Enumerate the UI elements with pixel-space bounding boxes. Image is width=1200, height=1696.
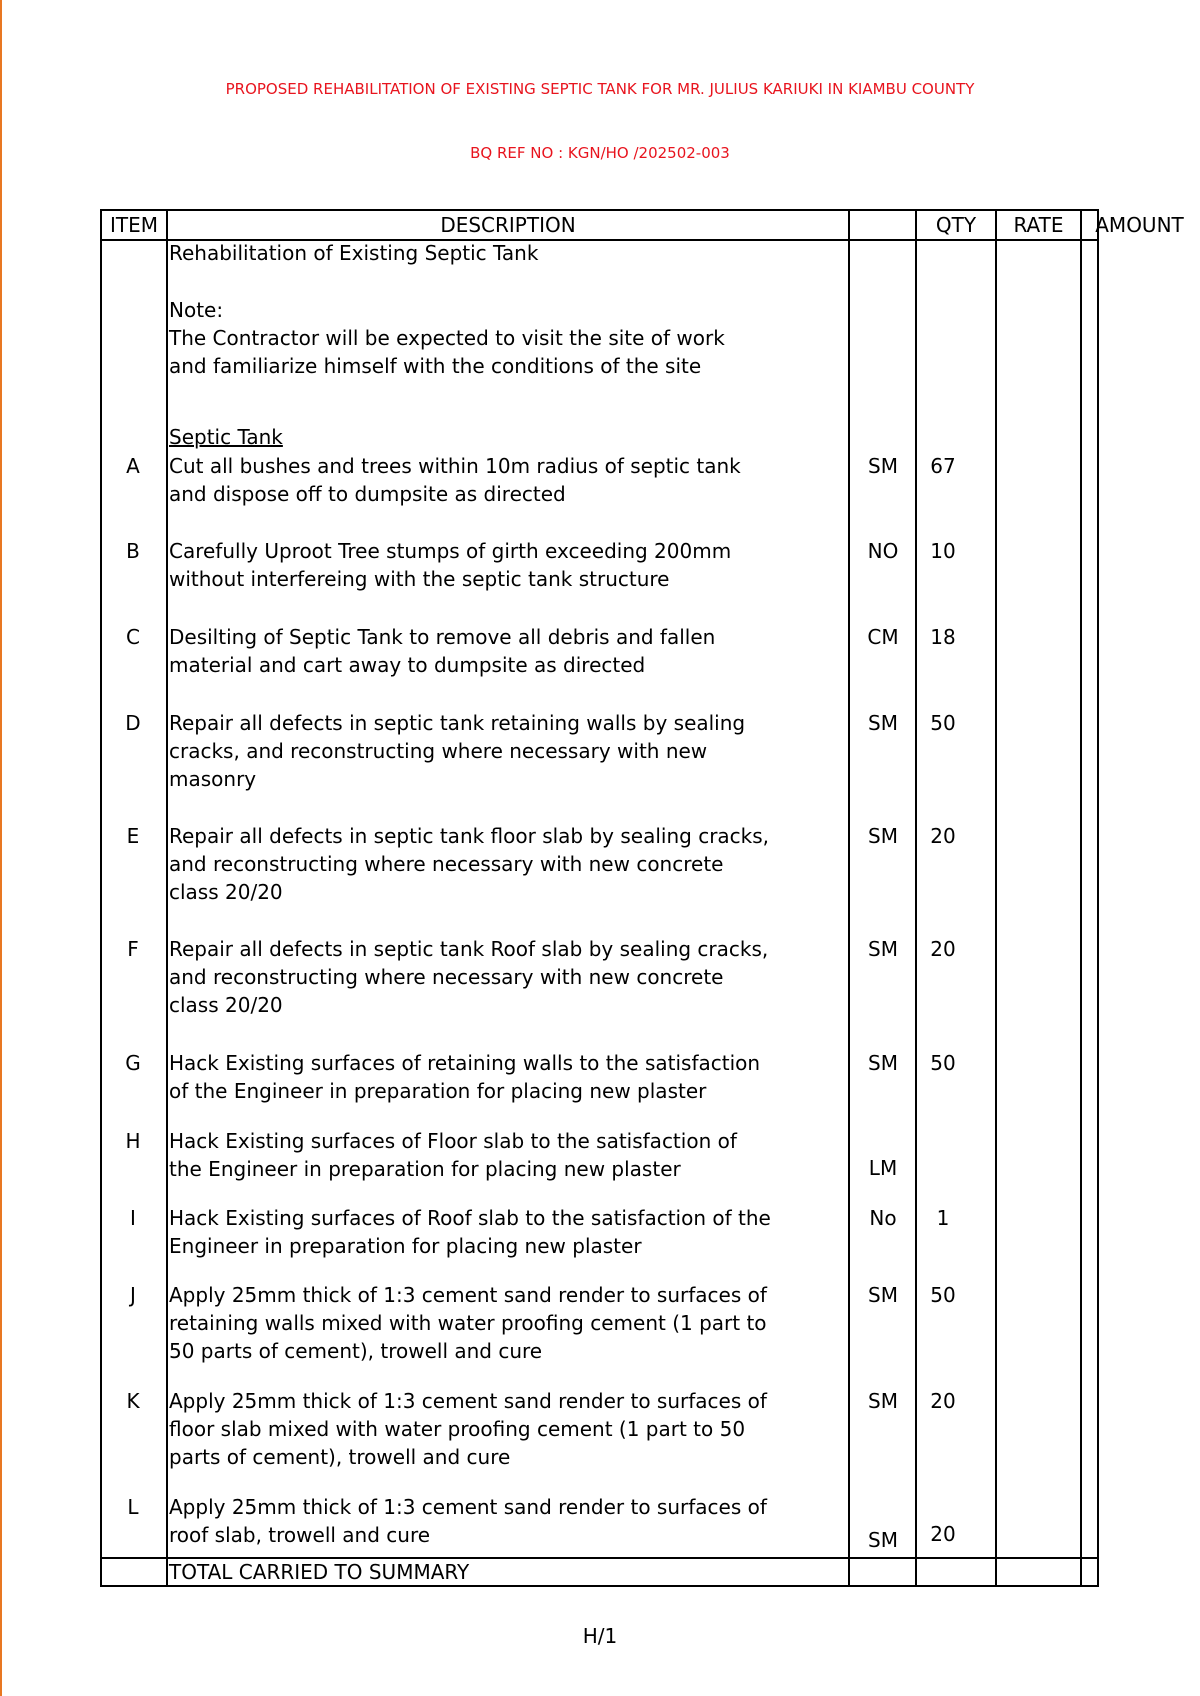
row-item-label: I [130, 1206, 136, 1230]
total-carried-label: TOTAL CARRIED TO SUMMARY [169, 1560, 470, 1584]
row-description: Apply 25mm thick of 1:3 cement sand render to surfaces of roof slab, trowell and cure [169, 1495, 767, 1547]
row-quantity: 20 [930, 824, 956, 848]
row-unit: SM [868, 711, 898, 735]
row-quantity: 18 [930, 625, 956, 649]
row-item-label: D [125, 711, 141, 735]
row-quantity: 20 [930, 1522, 956, 1546]
row-item-label: B [126, 539, 140, 563]
page-number: H/1 [582, 1624, 618, 1648]
row-quantity: 1 [936, 1206, 950, 1230]
row-item-label: G [125, 1051, 141, 1075]
row-unit: No [869, 1206, 897, 1230]
row-description: Repair all defects in septic tank floor slab by sealing cracks, and reconstructing where necessary with new concrete class 20/20 [169, 824, 770, 904]
row-unit: SM [868, 1283, 898, 1307]
table-border-left [100, 209, 102, 1587]
row-item-label: H [125, 1129, 141, 1153]
row-unit: SM [868, 937, 898, 961]
column-divider [166, 209, 168, 1587]
row-description: Hack Existing surfaces of Floor slab to the satisfaction of the Engineer in preparation for placing new plaster [169, 1129, 737, 1181]
row-quantity: 50 [930, 1051, 956, 1075]
row-unit: NO [867, 539, 899, 563]
column-header-amount: AMOUNT [1095, 213, 1184, 237]
row-item-label: J [130, 1283, 136, 1307]
row-description: Cut all bushes and trees within 10m radius of septic tank and dispose off to dumpsite as directed [169, 454, 741, 506]
row-description: Hack Existing surfaces of retaining walls to the satisfaction of the Engineer in preparation for placing new plaster [169, 1051, 761, 1103]
row-unit: LM [868, 1156, 898, 1180]
section-heading: Septic Tank [169, 425, 283, 449]
row-unit: SM [868, 454, 898, 478]
row-quantity: 20 [930, 1389, 956, 1413]
row-item-label: K [126, 1389, 140, 1413]
table-border-top [100, 209, 1099, 211]
row-unit: SM [868, 1051, 898, 1075]
row-description: Hack Existing surfaces of Roof slab to the satisfaction of the Engineer in preparation for placing new plaster [169, 1206, 771, 1258]
row-unit: SM [868, 824, 898, 848]
table-border-right [1097, 209, 1099, 1587]
note-label: Note: [169, 298, 224, 322]
row-description: Apply 25mm thick of 1:3 cement sand render to surfaces of retaining walls mixed with water proofing cement (1 part to 50 parts of cement), trowell and cure [169, 1283, 767, 1363]
bq-reference: BQ REF NO : KGN/HO /202502-003 [470, 144, 730, 162]
row-item-label: E [126, 824, 140, 848]
row-description: Apply 25mm thick of 1:3 cement sand render to surfaces of floor slab mixed with water proofing cement (1 part to 50 parts of cement), trowell and cure [169, 1389, 767, 1469]
row-item-label: L [127, 1495, 139, 1519]
column-divider [1080, 209, 1082, 1587]
row-item-label: F [127, 937, 139, 961]
row-unit: CM [867, 625, 899, 649]
row-item-label: A [126, 454, 140, 478]
row-unit: SM [868, 1389, 898, 1413]
column-header-item: ITEM [109, 213, 158, 237]
row-description: Repair all defects in septic tank retaining walls by sealing cracks, and reconstructing where necessary with new masonry [169, 711, 746, 791]
row-quantity: 50 [930, 711, 956, 735]
row-description: Carefully Uproot Tree stumps of girth exceeding 200mm without interfereing with the septic tank structure [169, 539, 732, 591]
row-quantity: 20 [930, 937, 956, 961]
row-description: Repair all defects in septic tank Roof slab by sealing cracks, and reconstructing where necessary with new concrete class 20/20 [169, 937, 769, 1017]
page-edge-line [0, 0, 2, 1696]
intro-heading: Rehabilitation of Existing Septic Tank [169, 241, 539, 265]
column-divider [915, 209, 917, 1587]
row-unit: SM [868, 1528, 898, 1552]
row-quantity: 67 [930, 454, 956, 478]
row-description: Desilting of Septic Tank to remove all debris and fallen material and cart away to dumpsite as directed [169, 625, 716, 677]
document-title: PROPOSED REHABILITATION OF EXISTING SEPTIC TANK FOR MR. JULIUS KARIUKI IN KIAMBU COUNTY [225, 80, 975, 98]
column-divider [995, 209, 997, 1587]
bill-of-quantities-table [100, 209, 1184, 1587]
column-header-qty: QTY [935, 213, 977, 237]
column-header-description: DESCRIPTION [440, 213, 576, 237]
row-quantity: 10 [930, 539, 956, 563]
note-text: The Contractor will be expected to visit the site of work and familiarize himself with the conditions of the site [169, 326, 725, 378]
row-quantity: 50 [930, 1283, 956, 1307]
column-header-rate: RATE [1013, 213, 1064, 237]
row-item-label: C [126, 625, 140, 649]
